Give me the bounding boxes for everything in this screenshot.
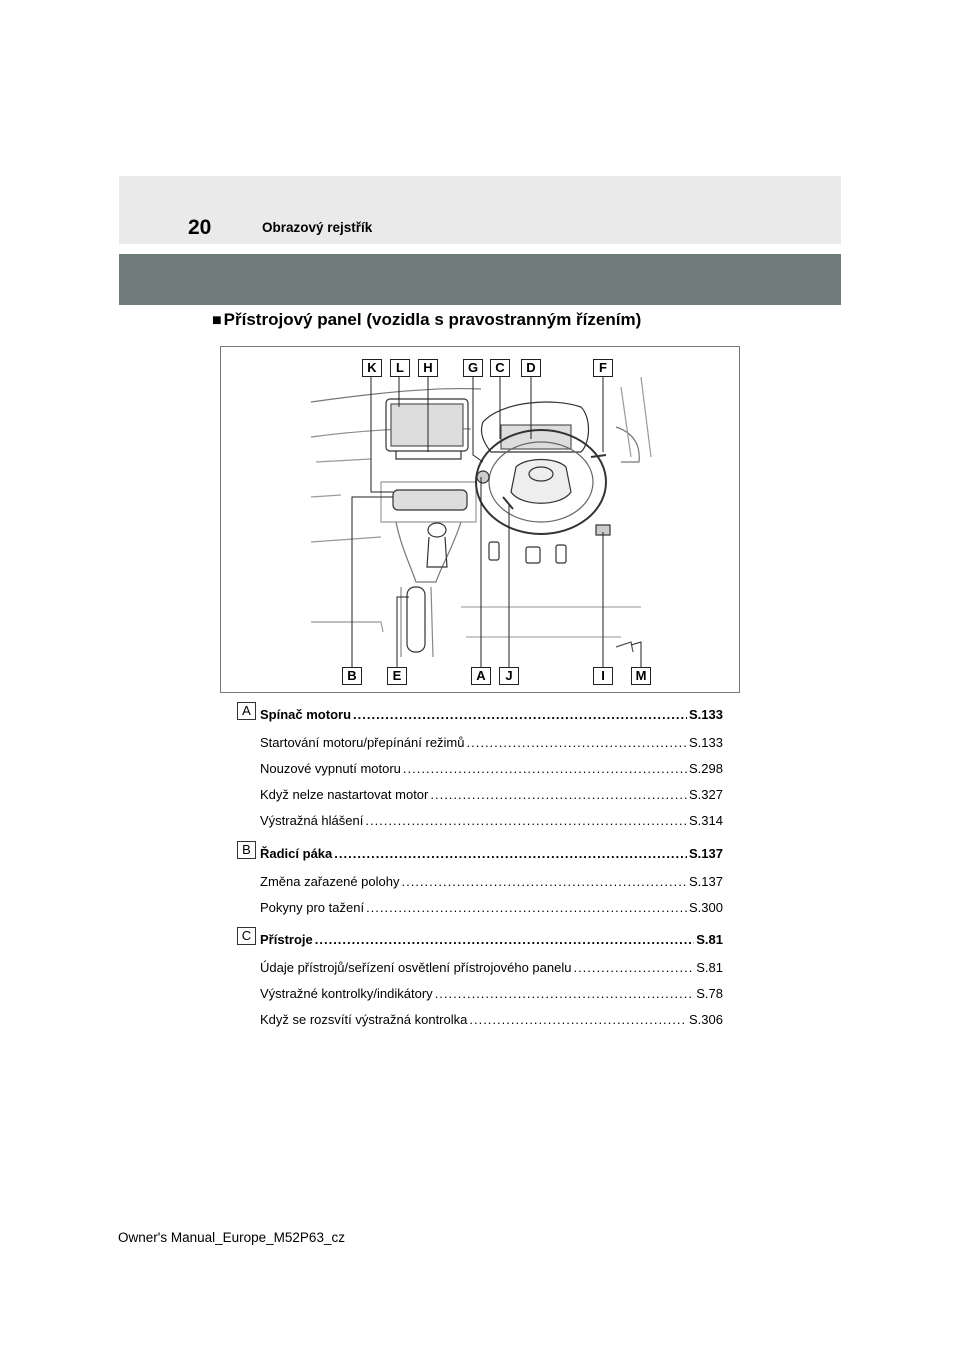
callout-C: C bbox=[490, 359, 510, 377]
header-band bbox=[119, 176, 841, 244]
entry-item-page: S.81 bbox=[696, 960, 723, 975]
entry-item-row[interactable] bbox=[260, 813, 723, 828]
subheading bbox=[212, 310, 641, 330]
entry-item-label: Změna zařazené polohy bbox=[260, 874, 400, 889]
callout-B: B bbox=[342, 667, 362, 685]
leader-dots bbox=[315, 932, 695, 947]
callout-M: M bbox=[631, 667, 651, 685]
entry-item-label: Údaje přístrojů/seřízení osvětlení přístrojového panelu bbox=[260, 960, 572, 975]
entry-title-row[interactable] bbox=[260, 846, 723, 861]
entry-item-row[interactable] bbox=[260, 787, 723, 802]
entry-item-label: Výstražné kontrolky/indikátory bbox=[260, 986, 433, 1001]
callout-A: A bbox=[471, 667, 491, 685]
entry-title: Spínač motoru bbox=[260, 707, 352, 722]
leader-dots bbox=[573, 960, 694, 975]
callout-J: J bbox=[499, 667, 519, 685]
leader-dots bbox=[467, 735, 688, 750]
leader-dots bbox=[401, 874, 687, 889]
callout-D: D bbox=[521, 359, 541, 377]
title-band bbox=[119, 254, 841, 305]
entry-item-row[interactable] bbox=[260, 761, 723, 776]
leader-dots bbox=[469, 1012, 687, 1027]
entry-item-row[interactable] bbox=[260, 986, 723, 1001]
entry-item-label: Když se rozsvítí výstražná kontrolka bbox=[260, 1012, 468, 1027]
page-number: 20 bbox=[188, 216, 212, 239]
entry-letter-B: B bbox=[237, 841, 256, 859]
entry-item-label: Pokyny pro tažení bbox=[260, 900, 365, 915]
leader-dots bbox=[366, 900, 687, 915]
square-bullet-icon: ■ bbox=[212, 312, 222, 329]
entry-item-page: S.300 bbox=[689, 900, 723, 915]
callout-F: F bbox=[593, 359, 613, 377]
callout-H: H bbox=[418, 359, 438, 377]
callout-I: I bbox=[593, 667, 613, 685]
entry-item-page: S.306 bbox=[689, 1012, 723, 1027]
dashboard-illustration bbox=[220, 346, 740, 693]
entry-page: S.133 bbox=[689, 707, 723, 722]
section-title: Obrazový rejstřík bbox=[262, 220, 373, 235]
subheading-text: Přístrojový panel (vozidla s pravostranným řízením) bbox=[223, 310, 642, 329]
entry-item-page: S.133 bbox=[689, 735, 723, 750]
dashboard-drawing bbox=[221, 347, 741, 694]
leader-dots bbox=[430, 787, 687, 802]
callout-K: K bbox=[362, 359, 382, 377]
entry-letter-C: C bbox=[237, 927, 256, 945]
leader-dots bbox=[334, 846, 687, 861]
entry-title: Řadicí páka bbox=[260, 846, 333, 861]
callout-G: G bbox=[463, 359, 483, 377]
leader-dots bbox=[365, 813, 687, 828]
entry-item-page: S.137 bbox=[689, 874, 723, 889]
leader-dots bbox=[435, 986, 695, 1001]
leader-dots bbox=[403, 761, 687, 776]
entry-title-row[interactable] bbox=[260, 707, 723, 722]
entry-item-label: Výstražná hlášení bbox=[260, 813, 364, 828]
entry-item-page: S.298 bbox=[689, 761, 723, 776]
entry-title: Přístroje bbox=[260, 932, 313, 947]
entry-page: S.137 bbox=[689, 846, 723, 861]
entry-item-row[interactable] bbox=[260, 900, 723, 915]
entry-item-label: Když nelze nastartovat motor bbox=[260, 787, 429, 802]
entry-item-row[interactable] bbox=[260, 874, 723, 889]
entry-page: S.81 bbox=[696, 932, 723, 947]
entry-letter-A: A bbox=[237, 702, 256, 720]
footer-text: Owner's Manual_Europe_M52P63_cz bbox=[118, 1230, 345, 1245]
callout-L: L bbox=[390, 359, 410, 377]
entry-item-row[interactable] bbox=[260, 960, 723, 975]
leader-dots bbox=[353, 707, 687, 722]
entry-item-label: Startování motoru/přepínání režimů bbox=[260, 735, 465, 750]
entry-item-label: Nouzové vypnutí motoru bbox=[260, 761, 401, 776]
entry-item-page: S.78 bbox=[696, 986, 723, 1001]
entry-title-row[interactable] bbox=[260, 932, 723, 947]
entry-item-row[interactable] bbox=[260, 1012, 723, 1027]
entry-item-page: S.327 bbox=[689, 787, 723, 802]
callout-E: E bbox=[387, 667, 407, 685]
entry-item-page: S.314 bbox=[689, 813, 723, 828]
entry-item-row[interactable] bbox=[260, 735, 723, 750]
